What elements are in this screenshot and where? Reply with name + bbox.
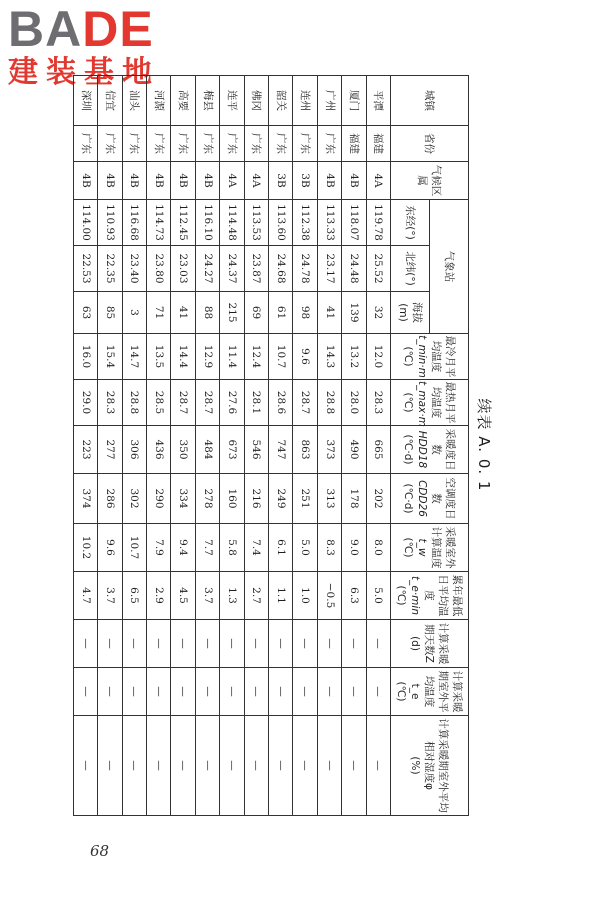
cell-temin: 5.0 [366,572,390,620]
cell-province: 福建 [366,126,390,162]
cell-rh: — [171,716,195,816]
cell-tw: 6.1 [269,524,293,572]
cell-zone: 4B [342,162,366,200]
cell-hdd: 484 [195,426,219,474]
cell-altitude: 139 [342,292,366,334]
cell-meant: — [220,668,244,716]
cell-coldest: 12.4 [244,334,268,380]
cell-cdd: 290 [147,474,171,524]
cell-altitude: 3 [122,292,146,334]
header-cdd26: 空调度日数 CDD26 (℃·d) [391,474,469,524]
cell-temin: −0.5 [317,572,341,620]
cell-city: 深圳 [73,76,97,126]
header-min-daily-temp: 累年最低日平均温度 t_e·min (℃) [391,572,469,620]
cell-longitude: 118.07 [342,200,366,246]
cell-zone: 4B [98,162,122,200]
header-outdoor-design-temp: 采暖室外计算温度 t_w (℃) [391,524,469,572]
cell-coldest: 13.2 [342,334,366,380]
cell-latitude: 24.78 [293,246,317,292]
cell-zone: 4A [220,162,244,200]
cell-zone: 4B [73,162,97,200]
cell-rh: — [73,716,97,816]
cell-hdd: 546 [244,426,268,474]
cell-city: 厦门 [342,76,366,126]
cell-rh: — [122,716,146,816]
cell-longitude: 114.73 [147,200,171,246]
cell-longitude: 114.48 [220,200,244,246]
cell-hdd: 277 [98,426,122,474]
cell-province: 广东 [317,126,341,162]
cell-longitude: 116.10 [195,200,219,246]
cell-city: 连平 [220,76,244,126]
cell-tw: 7.7 [195,524,219,572]
cell-province: 广东 [244,126,268,162]
cell-days: — [171,620,195,668]
cell-hottest: 28.1 [244,380,268,426]
cell-longitude: 113.33 [317,200,341,246]
cell-hdd: 490 [342,426,366,474]
cell-hottest: 28.8 [317,380,341,426]
cell-cdd: 313 [317,474,341,524]
cell-rh: — [366,716,390,816]
cell-zone: 4B [122,162,146,200]
cell-tw: 10.7 [122,524,146,572]
cell-hottest: 28.7 [195,380,219,426]
cell-cdd: 216 [244,474,268,524]
cell-altitude: 88 [195,292,219,334]
header-heating-mean-temp: 计算采暖期室外平均温度t_e (℃) [391,668,469,716]
cell-province: 广东 [293,126,317,162]
cell-coldest: 11.4 [220,334,244,380]
cell-province: 福建 [342,126,366,162]
cell-tw: 7.9 [147,524,171,572]
cell-hottest: 28.5 [147,380,171,426]
cell-hdd: 350 [171,426,195,474]
cell-days: — [244,620,268,668]
cell-altitude: 63 [73,292,97,334]
cell-hdd: 306 [122,426,146,474]
cell-province: 广东 [171,126,195,162]
cell-province: 广东 [98,126,122,162]
cell-province: 广东 [269,126,293,162]
cell-tw: 5.8 [220,524,244,572]
cell-meant: — [342,668,366,716]
cell-meant: — [98,668,122,716]
header-hdd18: 采暖度日数 HDD18 (℃·d) [391,426,469,474]
header-climate-zone: 气候区属 [391,162,469,200]
page-number: 68 [90,842,110,860]
cell-cdd: 334 [171,474,195,524]
cell-hottest: 27.6 [220,380,244,426]
cell-altitude: 41 [171,292,195,334]
cell-province: 广东 [147,126,171,162]
cell-zone: 4B [195,162,219,200]
header-heating-rel-humidity: 计算采暖期室外平均相对湿度φ (%) [391,716,469,816]
cell-altitude: 85 [98,292,122,334]
cell-latitude: 23.17 [317,246,341,292]
table-row [342,76,366,816]
cell-coldest: 12.0 [366,334,390,380]
logo-wordmark: BADE [8,1,154,57]
cell-altitude: 69 [244,292,268,334]
cell-latitude: 24.27 [195,246,219,292]
header-altitude: 海拔(m) [391,292,430,334]
cell-hottest: 28.3 [366,380,390,426]
table-row [122,76,146,816]
cell-longitude: 112.38 [293,200,317,246]
cell-zone: 4B [171,162,195,200]
cell-longitude: 112.45 [171,200,195,246]
cell-cdd: 202 [366,474,390,524]
cell-rh: — [195,716,219,816]
cell-cdd: 178 [342,474,366,524]
cell-rh: — [98,716,122,816]
cell-rh: — [220,716,244,816]
cell-days: — [269,620,293,668]
cell-longitude: 114.00 [73,200,97,246]
cell-days: — [342,620,366,668]
cell-days: — [73,620,97,668]
cell-tw: 9.4 [171,524,195,572]
cell-temin: 6.5 [122,572,146,620]
cell-latitude: 25.52 [366,246,390,292]
cell-meant: — [317,668,341,716]
cell-coldest: 13.5 [147,334,171,380]
table-row [269,76,293,816]
cell-longitude: 116.68 [122,200,146,246]
table-row [366,76,390,816]
cell-cdd: 278 [195,474,219,524]
cell-hdd: 223 [73,426,97,474]
header-coldest-month: 最冷月平均温度 t_min·m (℃) [391,334,469,380]
cell-coldest: 14.3 [317,334,341,380]
cell-latitude: 24.68 [269,246,293,292]
cell-altitude: 32 [366,292,390,334]
cell-cdd: 160 [220,474,244,524]
cell-temin: 6.3 [342,572,366,620]
cell-meant: — [73,668,97,716]
climate-data-table [73,75,469,816]
cell-latitude: 24.48 [342,246,366,292]
cell-tw: 9.6 [98,524,122,572]
cell-latitude: 23.03 [171,246,195,292]
cell-meant: — [147,668,171,716]
table-row [317,76,341,816]
cell-zone: 3B [269,162,293,200]
cell-temin: 3.7 [98,572,122,620]
cell-coldest: 16.0 [73,334,97,380]
table-row [244,76,268,816]
cell-hdd: 673 [220,426,244,474]
cell-meant: — [195,668,219,716]
cell-temin: 1.0 [293,572,317,620]
cell-altitude: 71 [147,292,171,334]
cell-tw: 10.2 [73,524,97,572]
cell-longitude: 113.60 [269,200,293,246]
cell-days: — [98,620,122,668]
cell-latitude: 23.80 [147,246,171,292]
cell-coldest: 10.7 [269,334,293,380]
table-row [171,76,195,816]
cell-temin: 1.1 [269,572,293,620]
cell-days: — [317,620,341,668]
cell-hottest: 28.7 [171,380,195,426]
cell-hdd: 665 [366,426,390,474]
cell-meant: — [293,668,317,716]
cell-altitude: 98 [293,292,317,334]
cell-latitude: 22.53 [73,246,97,292]
cell-tw: 8.3 [317,524,341,572]
cell-cdd: 286 [98,474,122,524]
header-city: 城镇 [391,76,469,126]
cell-longitude: 113.53 [244,200,268,246]
table-row [98,76,122,816]
cell-hottest: 28.6 [269,380,293,426]
cell-city: 信宜 [98,76,122,126]
cell-latitude: 23.87 [244,246,268,292]
cell-temin: 3.7 [195,572,219,620]
cell-hdd: 373 [317,426,341,474]
table-row [293,76,317,816]
cell-province: 广东 [122,126,146,162]
cell-meant: — [122,668,146,716]
header-station: 气象站 [430,200,469,334]
cell-rh: — [269,716,293,816]
cell-zone: 4A [244,162,268,200]
cell-zone: 4B [317,162,341,200]
cell-days: — [220,620,244,668]
cell-days: — [293,620,317,668]
cell-meant: — [244,668,268,716]
cell-hdd: 863 [293,426,317,474]
cell-latitude: 24.37 [220,246,244,292]
cell-rh: — [317,716,341,816]
cell-coldest: 9.6 [293,334,317,380]
cell-coldest: 14.7 [122,334,146,380]
cell-temin: 2.7 [244,572,268,620]
cell-cdd: 302 [122,474,146,524]
cell-hottest: 28.7 [293,380,317,426]
cell-altitude: 41 [317,292,341,334]
cell-longitude: 110.93 [98,200,122,246]
header-longitude: 东经(°) [391,200,430,246]
cell-zone: 4A [366,162,390,200]
table-body [73,76,390,816]
table-row [195,76,219,816]
cell-tw: 8.0 [366,524,390,572]
cell-city: 河源 [147,76,171,126]
cell-zone: 3B [293,162,317,200]
cell-altitude: 215 [220,292,244,334]
cell-longitude: 119.78 [366,200,390,246]
cell-province: 广东 [73,126,97,162]
table-row [147,76,171,816]
cell-rh: — [147,716,171,816]
cell-city: 连州 [293,76,317,126]
cell-rh: — [244,716,268,816]
cell-latitude: 22.35 [98,246,122,292]
cell-days: — [122,620,146,668]
cell-days: — [147,620,171,668]
cell-city: 平潭 [366,76,390,126]
header-heating-days: 计算采暖期天数Z (d) [391,620,469,668]
cell-hottest: 28.8 [122,380,146,426]
header-latitude: 北纬(°) [391,246,430,292]
cell-city: 韶关 [269,76,293,126]
cell-latitude: 23.40 [122,246,146,292]
cell-temin: 2.9 [147,572,171,620]
cell-meant: — [171,668,195,716]
rotated-table-page [79,75,497,815]
cell-hottest: 29.0 [73,380,97,426]
cell-temin: 1.3 [220,572,244,620]
table-caption: 续表 A. 0. 1 [475,398,493,492]
logo-subtitle: 建装基地 [8,55,160,90]
cell-coldest: 12.9 [195,334,219,380]
cell-tw: 5.0 [293,524,317,572]
cell-days: — [366,620,390,668]
table-row [73,76,97,816]
cell-city: 广州 [317,76,341,126]
cell-city: 高要 [171,76,195,126]
header-province: 省份 [391,126,469,162]
cell-temin: 4.5 [171,572,195,620]
table-row [220,76,244,816]
cell-rh: — [293,716,317,816]
cell-altitude: 61 [269,292,293,334]
cell-city: 汕头 [122,76,146,126]
header-hottest-month: 最热月平均温度 t_max·m (℃) [391,380,469,426]
cell-cdd: 374 [73,474,97,524]
cell-city: 梅县 [195,76,219,126]
cell-hdd: 747 [269,426,293,474]
cell-zone: 4B [147,162,171,200]
cell-temin: 4.7 [73,572,97,620]
cell-hdd: 436 [147,426,171,474]
cell-coldest: 15.4 [98,334,122,380]
cell-tw: 7.4 [244,524,268,572]
cell-city: 佛冈 [244,76,268,126]
cell-hottest: 28.3 [98,380,122,426]
cell-cdd: 251 [293,474,317,524]
cell-rh: — [342,716,366,816]
cell-meant: — [366,668,390,716]
cell-hottest: 28.0 [342,380,366,426]
cell-meant: — [269,668,293,716]
cell-days: — [195,620,219,668]
cell-province: 广东 [195,126,219,162]
cell-cdd: 249 [269,474,293,524]
cell-coldest: 14.4 [171,334,195,380]
cell-tw: 9.0 [342,524,366,572]
cell-province: 广东 [220,126,244,162]
